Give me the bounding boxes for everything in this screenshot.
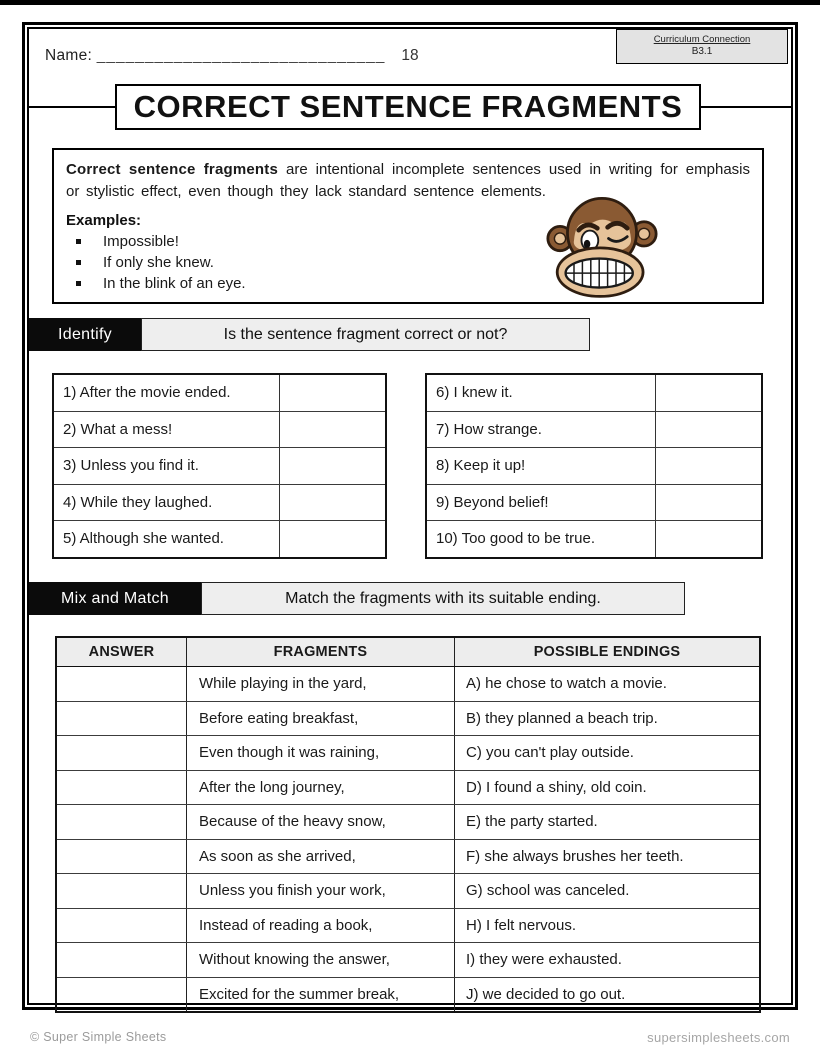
definition-term: Correct sentence fragments <box>66 161 279 178</box>
answer-write-box[interactable] <box>57 943 187 977</box>
ending-text: G) school was canceled. <box>466 882 630 900</box>
table-row <box>57 735 759 770</box>
answer-write-box[interactable] <box>57 978 187 1012</box>
table-row <box>57 908 759 943</box>
mix-match-label: Mix and Match <box>29 582 201 615</box>
answer-write-box[interactable] <box>57 840 187 874</box>
fragment-text: Before eating breakfast, <box>187 702 455 736</box>
curriculum-code: B3.1 <box>691 46 713 57</box>
example-text: If only she knew. <box>103 253 214 271</box>
fragment-text: Unless you finish your work, <box>187 874 455 908</box>
identify-sentence: 3) Unless you find it. <box>54 448 280 484</box>
table-row <box>57 873 759 908</box>
answer-write-box[interactable] <box>57 771 187 805</box>
name-input-line[interactable]: ______________________________ <box>96 47 386 64</box>
page-top-edge <box>0 0 820 5</box>
fragment-text: Instead of reading a book, <box>187 909 455 943</box>
table-row <box>57 839 759 874</box>
ending-text: E) the party started. <box>466 813 598 831</box>
identify-prompt: Is the sentence fragment correct or not? <box>141 318 590 351</box>
curriculum-title: Curriculum Connection <box>653 34 751 45</box>
definition-box <box>52 148 764 304</box>
identify-answer-box[interactable] <box>656 412 761 448</box>
identify-answer-box[interactable] <box>280 485 385 521</box>
table-row <box>57 701 759 736</box>
ending-text: H) I felt nervous. <box>466 916 577 934</box>
fragment-text: Even though it was raining, <box>187 736 455 770</box>
identify-sentence: 4) While they laughed. <box>54 485 280 521</box>
name-row <box>45 47 385 65</box>
example-text: Impossible! <box>103 232 179 250</box>
table-row <box>54 411 385 448</box>
bullet-square-icon <box>76 281 81 286</box>
identify-answer-box[interactable] <box>280 521 385 557</box>
table-row <box>427 447 761 484</box>
column-header-endings: POSSIBLE ENDINGS <box>533 644 681 660</box>
identify-answer-box[interactable] <box>280 412 385 448</box>
identify-table-right <box>425 373 763 559</box>
answer-write-box[interactable] <box>57 874 187 908</box>
identify-answer-box[interactable] <box>280 375 385 411</box>
table-row <box>54 484 385 521</box>
identify-label: Identify <box>29 318 141 351</box>
table-row <box>57 770 759 805</box>
identify-sentence: 5) Although she wanted. <box>54 521 280 557</box>
ending-text: A) he chose to watch a movie. <box>466 675 667 693</box>
fragment-text: After the long journey, <box>187 771 455 805</box>
mix-match-prompt: Match the fragments with its suitable ending. <box>201 582 685 615</box>
identify-tables <box>52 373 764 559</box>
fragment-text: Excited for the summer break, <box>187 978 455 1012</box>
bullet-square-icon <box>76 260 81 265</box>
identify-section-header <box>29 318 590 351</box>
identify-sentence: 7) How strange. <box>427 412 656 448</box>
winking-monkey-icon <box>546 190 658 302</box>
fragment-text: Without knowing the answer, <box>187 943 455 977</box>
ending-text: B) they planned a beach trip. <box>466 709 658 727</box>
table-row <box>54 520 385 557</box>
copyright-text: © Super Simple Sheets <box>30 1030 167 1044</box>
table-row <box>57 942 759 977</box>
table-row <box>427 411 761 448</box>
bullet-square-icon <box>76 239 81 244</box>
identify-sentence: 1) After the movie ended. <box>54 375 280 411</box>
table-row <box>427 375 761 411</box>
table-header-row <box>57 638 759 667</box>
title-box <box>115 84 701 130</box>
identify-sentence: 8) Keep it up! <box>427 448 656 484</box>
table-row <box>57 977 759 1012</box>
ending-text: I) they were exhausted. <box>466 951 622 969</box>
identify-answer-box[interactable] <box>656 485 761 521</box>
page-title: CORRECT SENTENCE FRAGMENTS <box>133 89 683 124</box>
column-header-answer: ANSWER <box>57 638 187 666</box>
identify-table-left <box>52 373 387 559</box>
ending-text: J) we decided to go out. <box>466 985 626 1003</box>
answer-write-box[interactable] <box>57 702 187 736</box>
identify-sentence: 6) I knew it. <box>427 375 656 411</box>
answer-write-box[interactable] <box>57 667 187 701</box>
table-row <box>427 484 761 521</box>
answer-write-box[interactable] <box>57 805 187 839</box>
worksheet-outer-border <box>22 22 798 1010</box>
identify-sentence: 10) Too good to be true. <box>427 521 656 557</box>
website-link[interactable]: supersimplesheets.com <box>647 1030 790 1045</box>
page-number: 18 <box>401 47 419 64</box>
name-label: Name: <box>45 47 93 64</box>
ending-text: C) you can't play outside. <box>466 744 634 762</box>
answer-write-box[interactable] <box>57 736 187 770</box>
fragment-text: While playing in the yard, <box>187 667 455 701</box>
identify-answer-box[interactable] <box>656 521 761 557</box>
definition-body: are intentional incomplete sentences used in writing for emphasis or stylistic effect, even though they lack standard sentence elements. <box>66 161 750 200</box>
column-header-fragments: FRAGMENTS <box>187 638 455 666</box>
identify-answer-box[interactable] <box>656 375 761 411</box>
table-row <box>54 375 385 411</box>
fragment-text: Because of the heavy snow, <box>187 805 455 839</box>
fragment-text: As soon as she arrived, <box>187 840 455 874</box>
example-text: In the blink of an eye. <box>103 274 246 292</box>
table-row <box>427 520 761 557</box>
curriculum-connection-box <box>616 29 788 64</box>
ending-text: D) I found a shiny, old coin. <box>466 778 647 796</box>
mix-match-section-header <box>29 582 685 615</box>
identify-answer-box[interactable] <box>280 448 385 484</box>
identify-sentence: 9) Beyond belief! <box>427 485 656 521</box>
identify-answer-box[interactable] <box>656 448 761 484</box>
table-row <box>54 447 385 484</box>
examples-label: Examples: <box>66 211 142 229</box>
table-row <box>57 804 759 839</box>
identify-sentence: 2) What a mess! <box>54 412 280 448</box>
answer-write-box[interactable] <box>57 909 187 943</box>
mix-match-table <box>55 636 761 1013</box>
worksheet-inner-border <box>27 27 793 1005</box>
table-row <box>57 667 759 701</box>
ending-text: F) she always brushes her teeth. <box>466 847 684 865</box>
